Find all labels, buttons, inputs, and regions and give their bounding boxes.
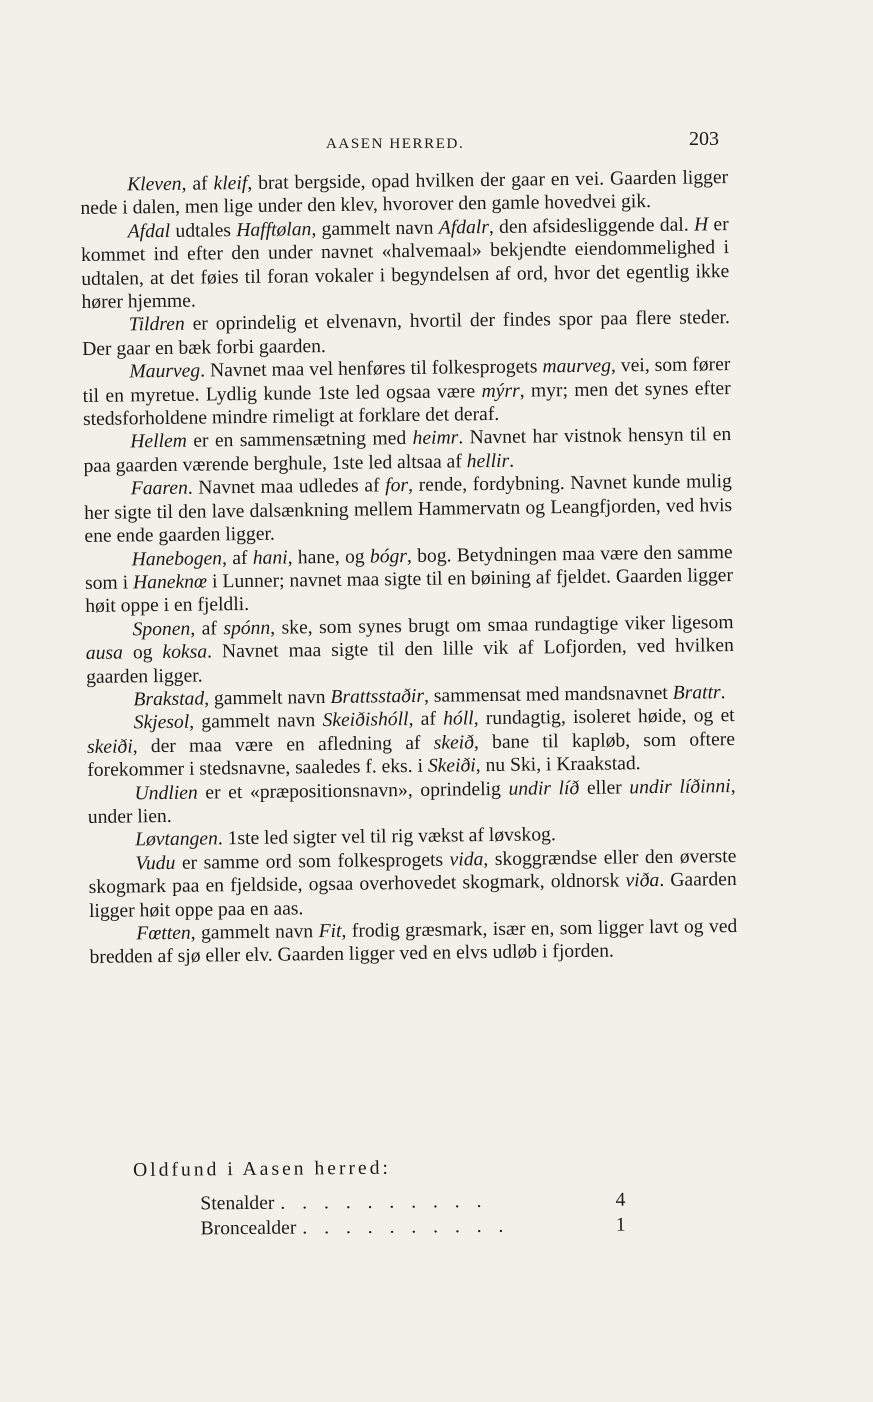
- text-run: .: [509, 450, 515, 472]
- body-text: [80, 166, 738, 970]
- italic-run: Hanebogen: [131, 547, 223, 570]
- italic-run: bógr: [369, 545, 408, 567]
- italic-run: H: [693, 214, 709, 236]
- text-run: eller: [579, 776, 630, 799]
- oldfund-row: [201, 1215, 626, 1244]
- paragraph: [89, 915, 738, 970]
- oldfund-row-value: 1: [615, 1214, 626, 1236]
- paragraph: [82, 353, 731, 431]
- text-run: , gammelt navn: [204, 686, 331, 710]
- oldfund-section: [133, 1155, 654, 1244]
- text-run: , af: [221, 547, 253, 569]
- text-run: , af: [190, 618, 224, 640]
- italic-run: for: [385, 475, 409, 497]
- leader-dots: . . . . . . . . . .: [280, 1190, 488, 1214]
- italic-run: vida: [449, 848, 484, 871]
- italic-run: Vudu: [135, 852, 176, 875]
- paragraph: [81, 213, 730, 315]
- text-run: , under lien.: [87, 775, 736, 828]
- text-run: er samme ord som folkesprogets: [175, 849, 450, 874]
- italic-run: Maurveg: [129, 360, 201, 383]
- text-run: , bog. Betydningen maa være den samme som i: [84, 541, 733, 594]
- paragraph: [82, 307, 731, 362]
- text-run: , af: [181, 173, 214, 195]
- italic-run: Hellem: [130, 431, 188, 453]
- paragraph: [83, 424, 732, 479]
- text-run: , vei, som fører til en myretue. Lydlig kunde 1ste led ogsaa være: [82, 354, 731, 407]
- text-run: , bane til kapløb, som oftere forekommer i stedsnavne, saaledes f. eks. i: [87, 728, 736, 782]
- italic-run: Løvtangen: [135, 828, 218, 851]
- oldfund-row-value: 4: [615, 1189, 626, 1211]
- text-run: er et «præpositionsnavn», oprindelig: [197, 778, 509, 804]
- text-run: , gammelt navn: [189, 710, 323, 734]
- paragraph: [84, 470, 733, 548]
- text-run: , den afsidesliggende dal.: [488, 214, 695, 238]
- text-run: i Lunner; navnet maa sigte til en bøining af fjeldet. Gaarden ligger høit oppe i en fjeldli.: [85, 564, 734, 618]
- text-run: . Navnet maa udledes af: [187, 475, 386, 499]
- italic-run: spónn: [223, 617, 271, 640]
- italic-run: hani: [252, 546, 288, 569]
- text-run: er oprindelig et elvenavn, hvortil der findes spor paa flere steder. Der gaar en bæk forbi gaarden.: [82, 307, 730, 360]
- text-run: , frodig græsmark, især en, som ligger lavt og ved bredden af sjø eller elv. Gaarden ligger ved en elvs udløb i fjorden.: [89, 916, 738, 969]
- italic-run: Brakstad: [133, 688, 205, 711]
- italic-run: maurveg: [542, 355, 612, 378]
- italic-run: undir líð: [508, 777, 580, 800]
- text-run: , nu Ski, i Kraakstad.: [475, 753, 641, 777]
- text-run: . Navnet har vistnok hensyn til en paa gaarden værende berghule, 1ste led altsaa af: [83, 424, 732, 477]
- italic-run: skeiði: [86, 736, 133, 758]
- text-run: , gammelt navn: [311, 217, 439, 240]
- italic-run: Afdalr: [438, 216, 490, 239]
- italic-run: hóll: [443, 708, 474, 730]
- italic-run: skeið: [433, 731, 475, 754]
- text-run: . Navnet maa sigte til den lille vik af Lofjorden, ved hvilken gaarden ligger.: [86, 635, 734, 688]
- italic-run: mýrr: [481, 380, 520, 402]
- text-run: . Gaarden ligger høit oppe paa en aas.: [88, 869, 737, 922]
- italic-run: Brattsstaðir: [330, 685, 425, 708]
- italic-run: viða: [625, 870, 660, 892]
- italic-run: Afdal: [127, 220, 171, 243]
- text-run: og: [122, 642, 163, 664]
- italic-run: Kleven: [127, 173, 182, 196]
- italic-run: Faaren: [130, 477, 188, 500]
- text-run: er kommet ind efter den under navnet «halvemaal» bekjendte eiendommelighed i udtalen, at det føies til foran vokaler i begyndelsen af ord, hvor det egentlig ikke hører hjemme.: [80, 213, 730, 314]
- oldfund-row-label: Broncealder: [200, 1217, 297, 1240]
- italic-run: Tildren: [128, 314, 185, 336]
- italic-run: Fœtten: [136, 922, 191, 945]
- text-run: , rundagtig, isoleret høide, og et: [473, 705, 735, 730]
- running-header: [0, 128, 873, 158]
- oldfund-heading: Oldfund i Aasen herred:: [133, 1157, 391, 1181]
- page-number: 203: [689, 128, 719, 150]
- paragraph: [88, 845, 737, 923]
- paragraph: [87, 775, 736, 830]
- italic-run: Undlien: [134, 782, 198, 804]
- paragraph: [87, 704, 736, 782]
- italic-run: hellir: [466, 450, 510, 473]
- text-run: er en sammensætning med: [186, 428, 413, 453]
- text-run: , skoggrændse eller den øverste skogmark paa en fjeldside, ogsaa overhovedet skogmark, oldnorsk: [88, 845, 737, 899]
- italic-run: Brattr: [672, 682, 721, 704]
- text-run: .: [720, 682, 726, 704]
- italic-run: Skjesol: [133, 712, 190, 734]
- running-title: AASEN HERRED.: [326, 136, 465, 152]
- italic-run: Fit: [318, 920, 342, 943]
- text-run: , ske, som synes brugt om smaa rundagtige viker ligesom: [270, 611, 734, 639]
- italic-run: Haneknœ: [132, 571, 208, 594]
- text-run: , gammelt navn: [190, 921, 319, 944]
- italic-run: Sponen: [132, 618, 191, 641]
- italic-run: ausa: [85, 642, 124, 665]
- paragraph: [85, 541, 734, 619]
- paragraph: [85, 611, 734, 689]
- text-run: . 1ste led sigter vel til rig vækst af løvskog.: [217, 824, 556, 850]
- text-run: , der maa være en afledning af: [132, 732, 434, 758]
- italic-run: Hafftølan: [236, 218, 312, 241]
- italic-run: koksa: [162, 641, 208, 664]
- text-run: , hane, og: [287, 545, 371, 568]
- italic-run: heimr: [412, 427, 459, 450]
- text-run: , rende, fordybning. Navnet kunde mulig her sigte til den lave dalsænkning mellem Hammervatn og Leangfjorden, ved hvis ene ende gaarden ligger.: [84, 471, 733, 548]
- italic-run: Skeiðishóll: [322, 709, 409, 732]
- text-run: udtales: [170, 219, 237, 242]
- oldfund-row-label: Stenalder: [200, 1192, 275, 1215]
- text-run: , sammensat med mandsnavnet: [423, 682, 673, 707]
- text-run: , af: [408, 708, 444, 731]
- oldfund-row: [200, 1190, 625, 1219]
- text-run: . Navnet maa vel henføres til folkesprogets: [200, 356, 543, 382]
- italic-run: undir líðinni: [629, 775, 731, 798]
- leader-dots: . . . . . . . . . .: [302, 1215, 510, 1239]
- italic-run: Skeiði: [427, 755, 476, 777]
- italic-run: kleif: [213, 172, 248, 195]
- paragraph: [80, 166, 729, 221]
- text-run: , myr; men det synes efter stedsforholdene mindre rimeligt at forklare det deraf.: [82, 377, 731, 431]
- text-run: , brat bergside, opad hvilken der gaar en vei. Gaarden ligger nede i dalen, men lige under den klev, hvorover den gamle hovedvei gik.: [80, 167, 729, 220]
